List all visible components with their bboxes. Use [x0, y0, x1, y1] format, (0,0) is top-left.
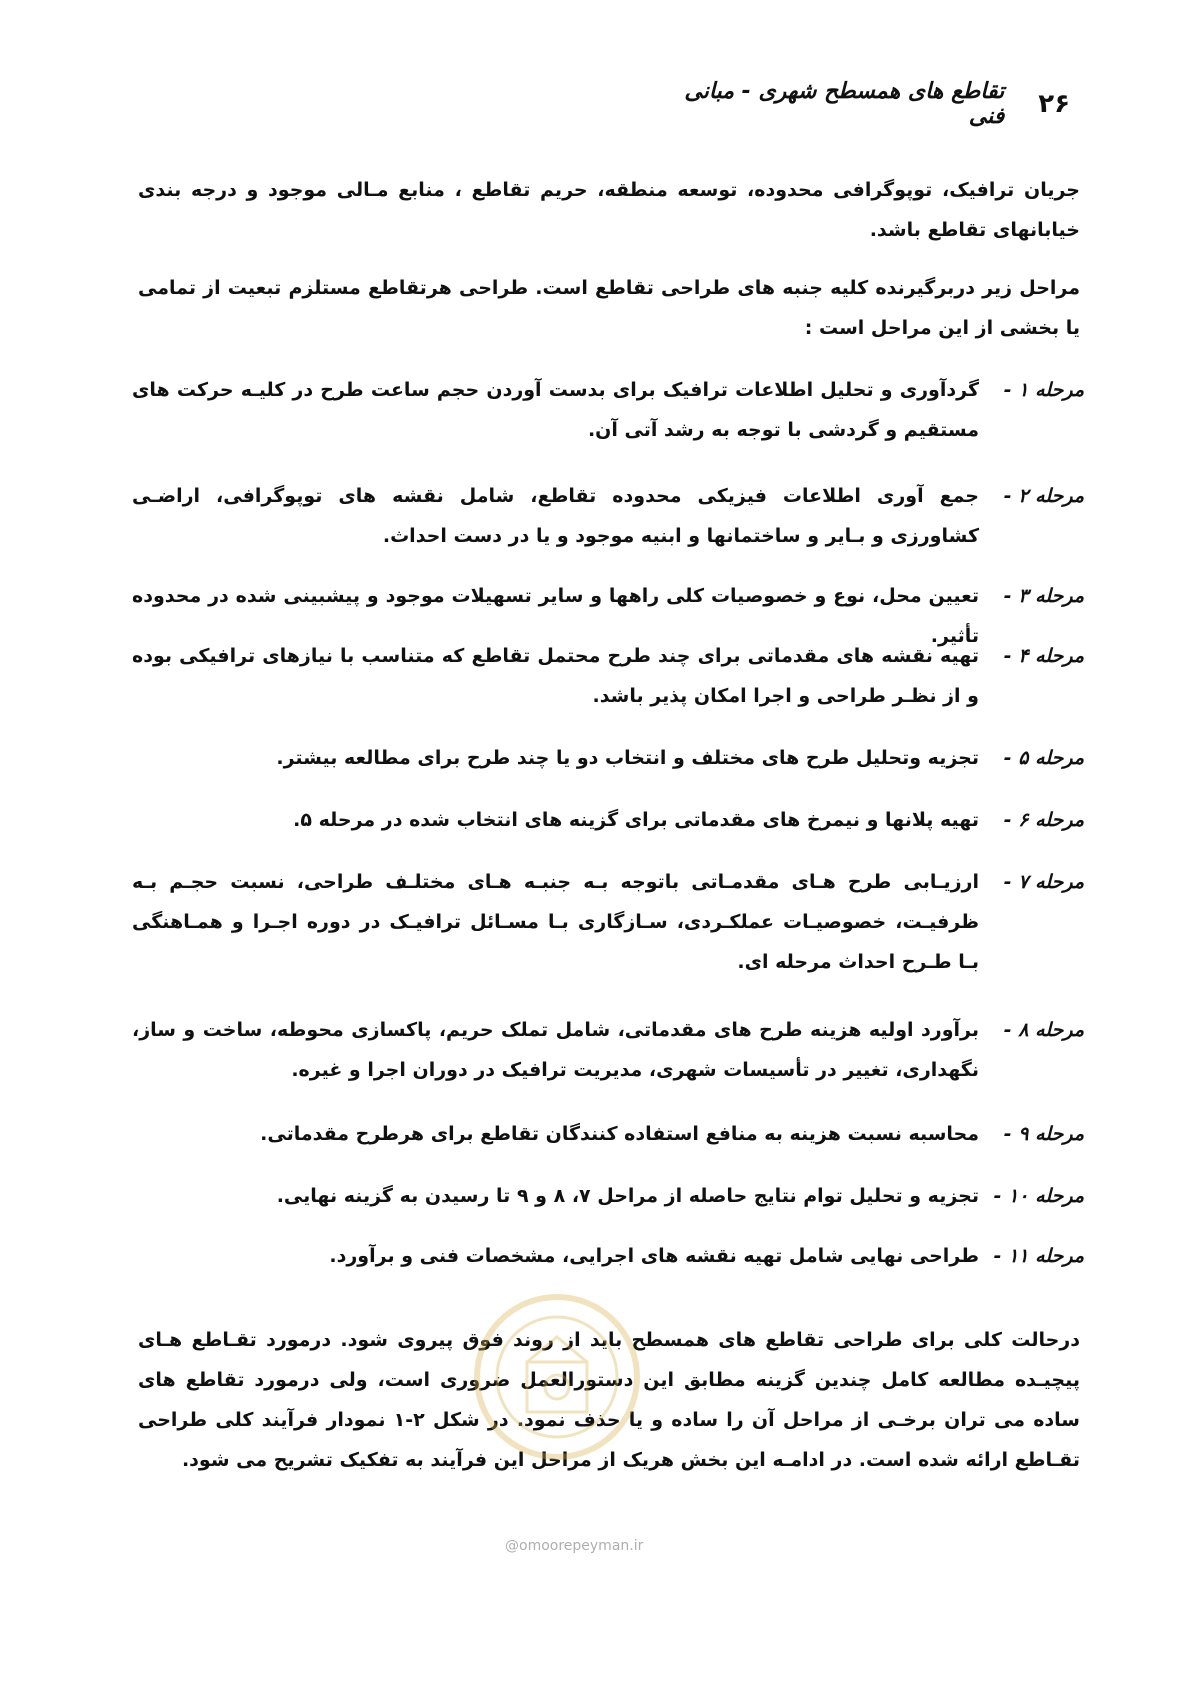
- step-label: مرحله ۱۰ -: [993, 1185, 1084, 1207]
- step-label: مرحله ۴ -: [1003, 645, 1084, 667]
- step-text: تهیه پلانها و نیمرخ های مقدماتی برای گزینه های انتخاب شده در مرحله ۵.: [293, 809, 979, 831]
- page-header: [680, 79, 1070, 129]
- running-title: تقاطع های همسطح شهری - مبانی فنی: [684, 79, 1005, 129]
- step-item: [132, 1010, 1084, 1090]
- step-item: [132, 800, 1084, 840]
- step-item: [132, 370, 1084, 450]
- page-number: ۲۶: [1038, 89, 1070, 119]
- step-item: [132, 1176, 1084, 1216]
- step-label: مرحله ۱۱ -: [993, 1245, 1084, 1267]
- step-label: مرحله ۲ -: [1003, 485, 1084, 507]
- step-text: گردآوری و تحلیل اطلاعات ترافیک برای بدست آوردن حجم ساعت طرح در کلیـه حرکت های مستقیم و گردشی با توجه به رشد آتی آن.: [132, 379, 979, 441]
- step-item: [132, 1114, 1084, 1154]
- watermark-url: @omoorepeyman.ir: [505, 1538, 644, 1554]
- step-label: مرحله ۷ -: [1003, 871, 1084, 893]
- step-text: تجزیه وتحلیل طرح های مختلف و انتخاب دو یا چند طرح برای مطالعه بیشتر.: [276, 747, 979, 769]
- intro-paragraph-1: جریان ترافیک، توپوگرافی محدوده، توسعه منطقه، حریم تقاطع ، منابع مـالی موجود و درجه بندی خیابانهای تقاطع باشد.: [138, 179, 1080, 241]
- watermark-seal-icon: [472, 1292, 642, 1462]
- step-item: [132, 738, 1084, 778]
- step-label: مرحله ۱ -: [1003, 379, 1084, 401]
- step-text: محاسبه نسبت هزینه به منافع استفاده کنندگان تقاطع برای هرطرح مقدماتی.: [260, 1123, 979, 1145]
- step-text: تعیین محل، نوع و خصوصیات کلی راهها و سایر تسهیلات موجود و پیشبینی شده در محدوده تأثیر.: [132, 585, 979, 647]
- step-item: [132, 1236, 1084, 1276]
- step-text: برآورد اولیه هزینه طرح های مقدماتی، شامل تملک حریم، پاکسازی محوطه، ساخت و ساز، نگهداری، تغییر در تأسیسات شهری، مدیریت ترافیک در دوران اجرا و غیره.: [132, 1019, 979, 1081]
- step-label: مرحله ۵ -: [1003, 747, 1084, 769]
- step-text: تهیه نقشه های مقدماتی برای چند طرح محتمل تقاطع که متناسب با نیازهای ترافیکی بوده و از نظـر طراحی و اجرا امکان پذیر باشد.: [132, 645, 979, 707]
- step-label: مرحله ۹ -: [1003, 1123, 1084, 1145]
- step-label: مرحله ۸ -: [1003, 1019, 1084, 1041]
- step-text: ارزیـابی طرح هـای مقدمـاتی باتوجه بـه جنبـه هـای مختلـف طراحی، نسبت حجـم بـه ظرفیـت، خصوصیـات عملکـردی، سـازگاری بـا مسـائل ترافیـک در دوره اجـرا و همـاهنگی بـا طـرح احداث مرحله ای.: [132, 871, 979, 973]
- closing-paragraph: درحالت کلی برای طراحی تقاطع های همسطح باید از روند فوق پیروی شود. درمورد تقـاطع هـای پیچیـده مطالعه کامل چندین گزینه مطابق این دستورالعمل ضروری است، ولی درمورد تقاطع های ساده می تران برخـی از مراحل آن را ساده و یا حذف نمود. در شکل ۲-۱ نمودار فرآیند کلی طراحی تقـاطع ارائه شده است. در ادامـه این بخش هریک از مراحل این فرآیند به تفکیک تشریح می شود.: [138, 1329, 1080, 1471]
- step-item: [132, 636, 1084, 716]
- step-label: مرحله ۶ -: [1003, 809, 1084, 831]
- step-item: [132, 476, 1084, 556]
- step-label: مرحله ۳ -: [1003, 585, 1084, 607]
- step-text: جمع آوری اطلاعات فیزیکی محدوده تقاطع، شامل نقشه های توپوگرافی، اراضـی کشاورزی و بـایر و ساختمانها و ابنیه موجود و یا در دست احداث.: [132, 485, 979, 547]
- step-text: تجزیه و تحلیل توام نتایج حاصله از مراحل ۷، ۸ و ۹ تا رسیدن به گزینه نهایی.: [276, 1185, 979, 1207]
- step-item: [132, 862, 1084, 982]
- step-text: طراحی نهایی شامل تهیه نقشه های اجرایی، مشخصات فنی و برآورد.: [329, 1245, 979, 1267]
- intro-paragraph-2: مراحل زیر دربرگیرنده کلیه جنبه های طراحی تقاطع است. طراحی هرتقاطع مستلزم تبعیت از تمامی یا بخشی از این مراحل است :: [138, 277, 1080, 339]
